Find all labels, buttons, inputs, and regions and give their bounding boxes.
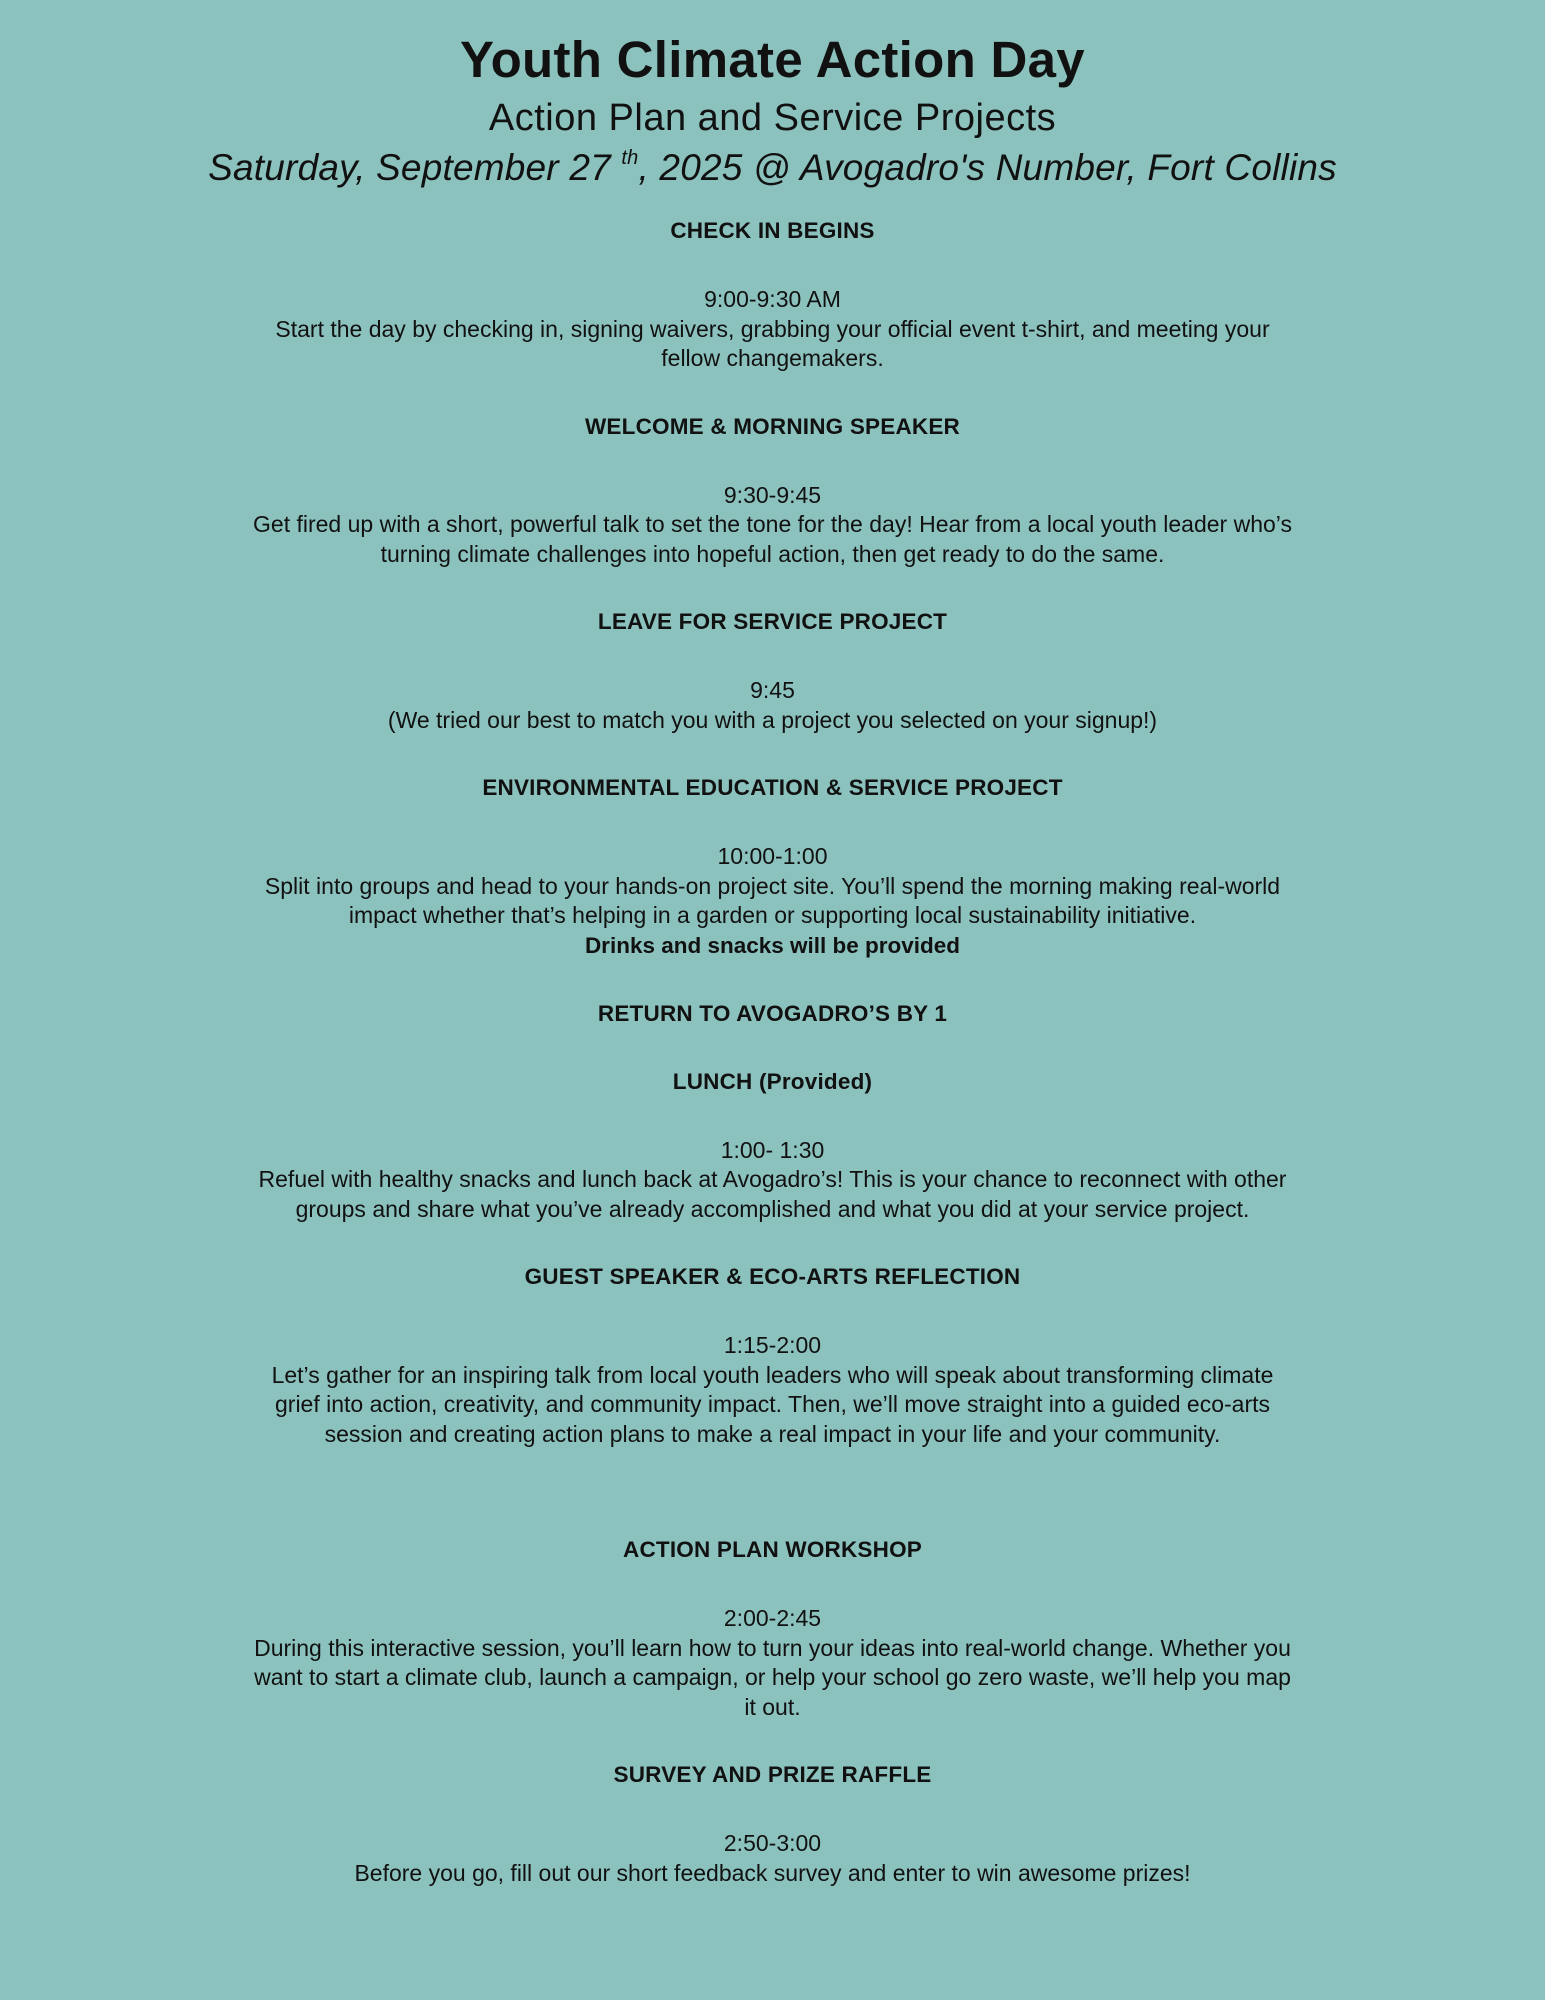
section-description: Let’s gather for an inspiring talk from local youth leaders who will speak about transforming climate grief into action, creativity, and community impact. Then, we’ll move straight into a guided eco-arts session and creating action plans to make a real impact in your life and your community.	[271, 1361, 1274, 1447]
section-heading: RETURN TO AVOGADRO’S BY 1	[597, 1000, 948, 1026]
schedule-section-welcome	[253, 412, 1293, 570]
section-time: 1:15-2:00	[723, 1332, 822, 1358]
section-description: Split into groups and head to your hands-on project site. You’ll spend the morning making real-world impact whether that’s helping in a garden or supporting local sustainability initiative.	[264, 872, 1281, 928]
section-time: 10:00-1:00	[717, 843, 828, 869]
section-heading: WELCOME & MORNING SPEAKER	[584, 413, 960, 439]
section-time: 9:00-9:30 AM	[704, 286, 841, 312]
section-heading: LUNCH (Provided)	[672, 1068, 873, 1094]
section-note: Drinks and snacks will be provided	[584, 932, 961, 958]
section-heading: GUEST SPEAKER & ECO-ARTS REFLECTION	[524, 1264, 1021, 1289]
section-heading: SURVEY AND PRIZE RAFFLE	[613, 1762, 932, 1787]
schedule-section-lunch	[253, 1067, 1293, 1225]
page-subtitle: Action Plan and Service Projects	[488, 97, 1057, 139]
section-description: Get fired up with a short, powerful talk to set the tone for the day! Hear from a local youth leader who’s turning climate challenges into hopeful action, then get ready to do the same.	[253, 511, 1292, 567]
schedule-section-survey	[253, 1760, 1293, 1888]
section-time: 1:00- 1:30	[720, 1136, 825, 1163]
section-heading: ACTION PLAN WORKSHOP	[623, 1537, 922, 1562]
section-description: Refuel with healthy snacks and lunch back at Avogadro’s! This is your chance to reconnect with other groups and share what you’ve already accomplished and what you did at your service project.	[258, 1166, 1287, 1222]
schedule-sections	[0, 216, 1545, 1888]
section-heading: LEAVE FOR SERVICE PROJECT	[597, 609, 948, 634]
section-spacer	[253, 1449, 1293, 1497]
schedule-section-return	[253, 999, 1293, 1029]
section-description: Start the day by checking in, signing waivers, grabbing your official event t-shirt, and meeting your fellow changemakers.	[275, 315, 1270, 371]
schedule-section-leave	[253, 607, 1293, 735]
event-dateline	[0, 142, 1545, 194]
section-time: 2:00-2:45	[723, 1605, 822, 1631]
schedule-section-guest-speaker	[253, 1262, 1293, 1497]
section-description: (We tried our best to match you with a project you selected on your signup!)	[387, 706, 1158, 733]
section-description: During this interactive session, you’ll learn how to turn your ideas into real-world change. Whether you want to start a climate club, launch a campaign, or help your school go zero waste, we’ll help you map it out.	[254, 1634, 1291, 1720]
section-time: 2:50-3:00	[723, 1830, 822, 1856]
schedule-section-check-in	[253, 216, 1293, 374]
date-ordinal-suffix: th	[621, 147, 639, 169]
section-description: Before you go, fill out our short feedback survey and enter to win awesome prizes!	[354, 1859, 1191, 1886]
section-heading: ENVIRONMENTAL EDUCATION & SERVICE PROJECT	[482, 775, 1063, 800]
page-title: Youth Climate Action Day	[460, 31, 1085, 88]
schedule-section-service-project	[253, 773, 1293, 961]
section-time: 9:30-9:45	[723, 481, 822, 508]
date-prefix: Saturday, September 27	[208, 147, 622, 188]
section-heading: CHECK IN BEGINS	[670, 218, 875, 243]
date-suffix: , 2025 @ Avogadro's Number, Fort Collins	[638, 147, 1337, 188]
schedule-section-workshop	[253, 1535, 1293, 1722]
section-time: 9:45	[750, 677, 795, 703]
